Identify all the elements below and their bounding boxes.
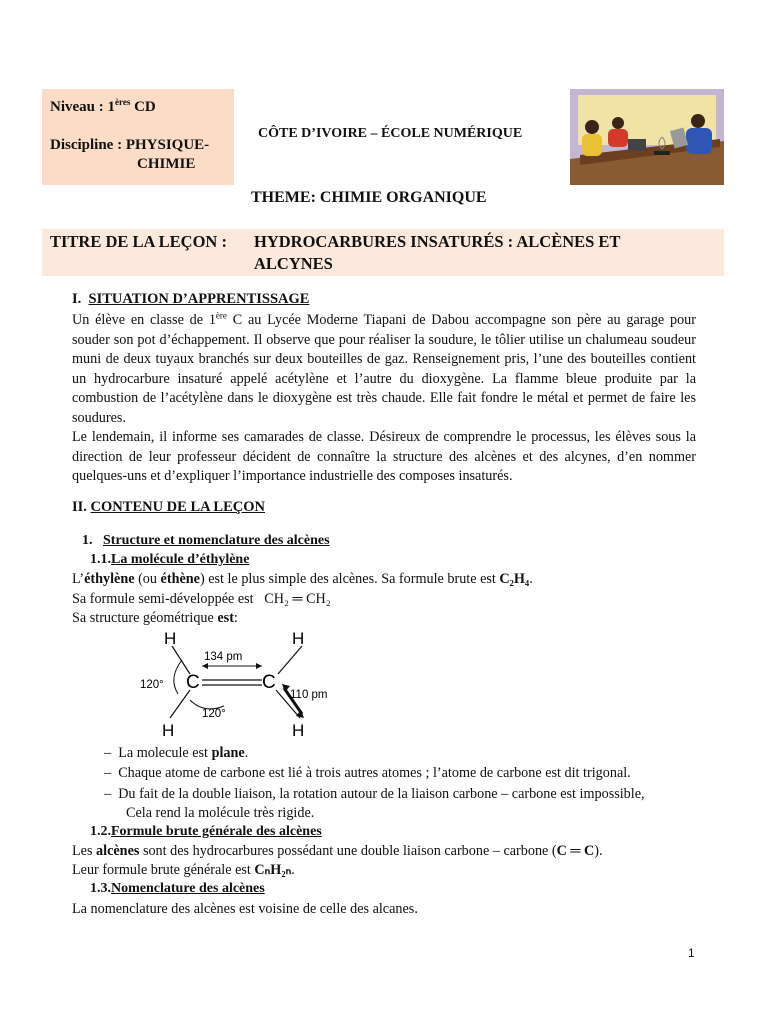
classroom-illustration (570, 89, 724, 185)
subsection-1-3-heading: 1.3.Nomenclature des alcènes (90, 881, 265, 896)
bullet-plane: – La molecule est plane. (104, 745, 249, 761)
bullet-trigonal: – Chaque atome de carbone est lié à trois autres atomes ; l’atome de carbone est dit trigonal. (104, 765, 631, 781)
page-number: 1 (688, 946, 695, 960)
discipline-label: Discipline : PHYSIQUE- (50, 137, 210, 153)
theme-heading: THEME: CHIMIE ORGANIQUE (251, 189, 487, 206)
atom-h-top-right: H (292, 629, 305, 648)
ethylene-structure-diagram (140, 628, 380, 748)
country-header: CÔTE D’IVOIRE – ÉCOLE NUMÉRIQUE (258, 126, 523, 141)
lesson-title-label: TITRE DE LA LEÇON : (50, 232, 227, 251)
semi-developed-formula: Sa formule semi-développée est CH₂ ═ CH₂ (72, 591, 331, 607)
angle-label-1: 120° (140, 679, 164, 691)
subsection-1-1-heading: 1.1.La molécule d’éthylène (90, 552, 250, 567)
atom-h-bottom-right: H (292, 721, 305, 740)
alkene-definition: Les alcènes sont des hydrocarbures possédant une double liaison carbone – carbone (C ═ C). (72, 843, 603, 859)
atom-h-bottom-left: H (162, 721, 175, 740)
section1-heading: I. SITUATION D’APPRENTISSAGE (72, 291, 310, 307)
bullet-rotation-cont: Cela rend la molécule très rigide. (126, 805, 315, 821)
subsection1-heading: 1. Structure et nomenclature des alcènes (82, 533, 330, 548)
atom-c-left: C (186, 672, 200, 693)
lesson-title-line1: HYDROCARBURES INSATURÉS : ALCÈNES ET (254, 232, 621, 251)
nomenclature-text: La nomenclature des alcènes est voisine de celle des alcanes. (72, 901, 418, 917)
discipline-cont: CHIMIE (137, 156, 196, 172)
niveau-box (42, 89, 234, 185)
subsection-1-2-heading: 1.2.Formule brute générale des alcènes (90, 824, 322, 839)
geometric-structure-label: Sa structure géométrique est: (72, 610, 238, 626)
bullet-rotation: – Du fait de la double liaison, la rotation autour de la liaison carbone – carbone est impossible, (104, 786, 645, 802)
general-formula: Leur formule brute générale est CₙH₂ₙ. (72, 862, 295, 878)
lesson-title-line2: ALCYNES (254, 254, 333, 273)
atom-h-top-left: H (164, 629, 177, 648)
lesson-title-box (42, 229, 724, 276)
atom-c-right: C (262, 672, 276, 693)
ch-length-label: 110 pm (290, 689, 328, 701)
ethylene-definition: L’éthylène (ou éthène) est le plus simple des alcènes. Sa formule brute est C₂H₄. (72, 571, 533, 587)
section2-heading: II. CONTENU DE LA LEÇON (72, 499, 265, 515)
niveau-label: Niveau : 1ères CD (50, 97, 156, 115)
situation-paragraph-2: Le lendemain, il informe ses camarades de classe. Désireux de comprendre le processus, les élèves sous la direction de leur professeur décident de connaître la structure des alcènes et des alcynes, d’en nommer quelques-uns et d’expliquer l’importance industrielle des composes insaturés. (72, 429, 696, 485)
angle-label-2: 120° (202, 708, 226, 720)
situation-paragraph-1: Un élève en classe de 1ère C au Lycée Moderne Tiapani de Dabou accompagne son père au garage pour souder son pot d’échappement. Il observe que pour réaliser la soudure, le tôlier utilise un chalumeau soudeur muni de deux tuyaux branchés sur deux bouteilles de gaz. Renseignement pris, l’une des bouteilles contient un hydrocarbure insaturé appelé acétylène et l’autre du dioxygène. La flamme bleue produite par la combustion de l’acétylène dans le dioxygène est très chaude. Elle fait fondre le métal et permet de faire les soudures. (72, 310, 696, 426)
bond-length-label: 134 pm (204, 651, 243, 663)
